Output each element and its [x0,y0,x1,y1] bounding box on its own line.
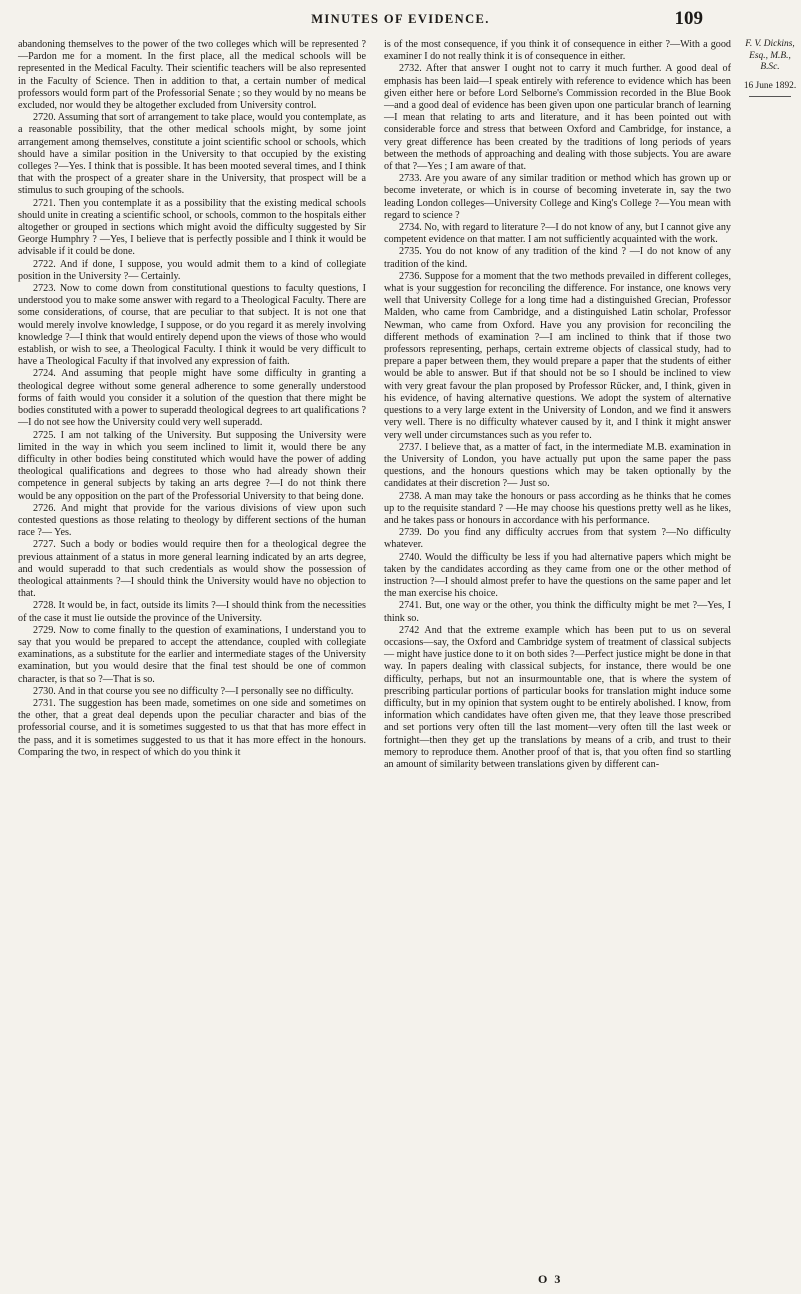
witness-name: F. V. Dickins, Esq., M.B., B.Sc. [745,39,795,73]
paragraph: 2728. It would be, in fact, outside its limits ?—I should think from the necessities of the case it must lie outside the province of the University. [18,600,366,624]
page-number: 109 [674,8,703,29]
paragraph: 2742 And that the extreme example which has been put to us on several occasions—say, the Oxford and Cambridge system of treatment of classical subjects— might have justice done to it on both sides ?—Perfect justice might be done in that way. In papers dealing with classical subjects, for instance, there would be one difficulty, perhaps, but not an insurmountable one, that is where the system of prescribing particular portions of particular books for translation might induce some difficulty, but in my opinion that system ought to be entirely abolished. I know, from information which candidates have often given me, that they leave those prescribed and set portions very often till the last moment—very often till the last week or fortnight—then they get up the translations by means of a crib, and trust to their memory to reproduce them. Another proof of that is, that you often find so startling an amount of similarity between translations given by different can- [384,624,731,770]
right-column [384,39,731,771]
paragraph: 2736. Suppose for a moment that the two methods prevailed in different colleges, what is your suggestion for reconciling the difference. For instance, one knows very well that University College for a long time had a distinguished Grecian, Professor Malden, who came from Cambridge, and a distinguished Latin scholar, Professor Newman, who came from Oxford. Have you any provision for reconciling the different methods of examination ?—I am inclined to think that if those two professors representing, perhaps, certain extreme objects of classical study, had to prepare a paper between them, they would prepare a paper that the students of either would be able to answer. But if that should not be so I should be inclined to view with very great favour the plan proposed by Professor Rücker, and, I think, given in his evidence, of having alternative questions. We adopt the system of alternative questions to a very large extent in the University of London, and we find it answers very well. There is no difficulty whatever caused by it, and I think it might answer very well under circumstances such as you refer to. [384,270,731,441]
paragraph: 2738. A man may take the honours or pass according as he thinks that he comes up to the requisite standard ? —He may choose his questions pretty well as he likes, and he takes pass or honours in accordance with his performance. [384,490,731,526]
paragraph: 2724. And assuming that people might have some difficulty in granting a theological degree without some general adherence to some generally understood forms of faith would you consider it a solution of the question that there might be bodies constituted with a power to superadd theological degrees to art qualifications ?—I do not see how the University could very well superadd. [18,368,366,429]
paragraph: 2739. Do you find any difficulty accrues from that system ?—No difficulty whatever. [384,527,731,551]
paragraph: 2721. Then you contemplate it as a possibility that the existing medical schools should unite in creating a scientific school, or schools, common to the hospitals either altogether or grouped in sections which might avoid the difficulty suggested by Sir George Humphry ? —Yes, I believe that is perfectly possible and I think it would be advisable if it could be done. [18,197,366,258]
paragraph: 2734. No, with regard to literature ?—I do not know of any, but I cannot give any competent evidence on that matter. I am not sufficiently acquainted with the work. [384,222,731,246]
margin-note [741,39,799,97]
paragraph: 2730. And in that course you see no difficulty ?—I personally see no difficulty. [33,685,354,697]
paragraph: 2723. Now to come down from constitutional questions to faculty questions, I understood you to make some answer with regard to a Theological Faculty. There are some considerations, of course, that are peculiar to that subject. It is not one that would merely involve knowledge, I suppose, or do you regard it as merely involving knowledge ?—I think that would entirely depend upon the views of those who would establish, or wish to see, a Theological Faculty. I think it would be very difficult to have a Theological Faculty if that involved any expression of faith. [18,283,366,368]
left-column [18,39,366,759]
paragraph: 2737. I believe that, as a matter of fact, in the intermediate M.B. examination in the University of London, you have actually put upon the same paper the pass questions, and the honours questions which may be taken optionally by the candidates at their discretion ?— Just so. [384,441,731,490]
running-title: MINUTES OF EVIDENCE. [311,12,490,26]
paragraph: 2733. Are you aware of any similar tradition or method which has grown up or become inveterate, or which is in course of becoming inveterate in, say the two leading London colleges—University College and King's College ?—You mean with regard to science ? [384,173,731,221]
page-header [0,6,801,30]
paragraph: abandoning themselves to the power of the two colleges which will be represented ?—Pardon me for a moment. In the first place, all the medical schools will be represented in the Medical Faculty. Their scientific teachers will be also represented in the Faculty of Science. Then in addition to that, a certain number of medical professors would form part of the Professorial Senate ; so they would by no means be excluded, nor would they be altogether excluded from University control. [18,39,366,112]
paragraph: 2741. But, one way or the other, you think the difficulty might be met ?—Yes, I think so. [384,600,731,624]
witness-date: 16 June 1892. [743,80,797,91]
paragraph: 2740. Would the difficulty be less if you had alternative papers which might be taken by the candidates according as they came from one or the other method of instruction ?—I should almost prefer to have the questions on the same paper and let the man exercise his choice. [384,551,731,600]
paragraph: is of the most consequence, if you think it of consequence in either ?—With a good examiner I do not really think it is of consequence in either. [384,39,731,63]
paragraph: 2732. After that answer I ought not to carry it much further. A good deal of emphasis has been laid—I speak entirely with reference to evidence which has been given either here or before Lord Selborne's Commission recorded in the Blue Book—and a good deal of evidence has been given upon one particular branch of learning—I mean that relating to arts and literature, and it has been pointed out with considerable force and stress that between Oxford and Cambridge, for instance, a very great difference has been created by the traditions of long periods of years between the methods of approaching and dealing with those subjects. You are aware of that ?—Yes ; I am aware of that. [384,63,731,173]
margin-rule [749,96,791,97]
paragraph: 2725. I am not talking of the University. But supposing the University were limited in the way in which you seem inclined to limit it, would there be any difficulty in other bodies being constituted which would have the power of adding theological qualifications and degrees to those who had already shown their competence in general subjects by taking an arts degree ?—I do not think there would be any opposition on the part of the Professorial University to that being done. [18,429,366,502]
paragraph: 2735. You do not know of any tradition of the kind ? —I do not know of any tradition of the kind. [384,246,731,270]
paragraph: 2729. Now to come finally to the question of examinations, I understand you to say that you would be prepared to accept the attendance, coupled with collegiate examinations, as a substitute for the earlier and intermediate stages of the University examination, but you would desire that the final test should be one of common character, is that so ?—That is so. [18,624,366,685]
paragraph: 2720. Assuming that sort of arrangement to take place, would you contemplate, as a reasonable possibility, that the other medical schools might, by some joint arrangement among themselves, constitute a joint scientific school or schools, which should have a similar position in the University to that occupied by the existing colleges ?—Yes. I think that is possible. It has been mooted several times, and I think that with the prospect of a greater share in the University, that prospect will be a stimulus to such grouping of the schools. [18,112,366,197]
paragraph: 2726. And might that provide for the various divisions of view upon such contested questions as those relating to theology by different sections of the human race ?— Yes. [18,502,366,539]
signature-mark: O 3 [538,1272,563,1286]
paragraph: 2722. And if done, I suppose, you would admit them to a kind of collegiate position in the University ?— Certainly. [18,258,366,282]
paragraph: 2727. Such a body or bodies would require then for a theological degree the previous attainment of a status in more general learning indicated by an arts degree, and would superadd to that such credentials as would show the possession of theological attainments ?—I should think the University would have no objection to that. [18,539,366,600]
paragraph: 2731. The suggestion has been made, sometimes on one side and sometimes on the other, that a great deal depends upon the peculiar character and bias of the professorial course, and it is sometimes suggested to us that that has more effect in the pass, and it is sometimes suggested to us that it has more effect in the honours. Comparing the two, in respect of which do you think it [18,697,366,758]
